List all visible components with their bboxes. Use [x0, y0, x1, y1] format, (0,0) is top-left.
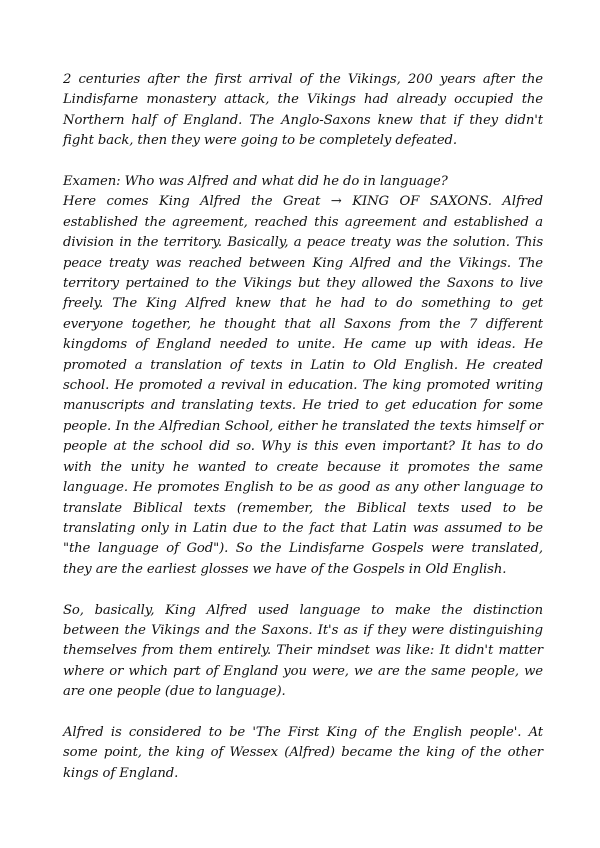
exam-question-heading — [63, 172, 543, 192]
paragraph-gap — [63, 152, 543, 172]
paragraph-gap — [63, 703, 543, 723]
paragraph-king-alfred: Here comes King Alfred the Great → KING OF SAXONS. Alfred established the agreement, reached this agreement and established a division in the territory. Basically, a peace treaty was the solution. This peace treaty was reached between King Alfred and the Vikings. The territory pertained to the Vikings but they allowed the Saxons to live freely. The King Alfred knew that he had to do something to get everyone together, he thought that all Saxons from the 7 different kingdoms of England needed to unite. He came up with ideas. He promoted a translation of texts in Latin to Old English. He created school. He promoted a revival in education. The king promoted writing manuscripts and translating texts. He tried to get education for some people. In the Alfredian School, either he translated the texts himself or people at the school did so. Why is this even important? It has to do with the unity he wanted to create because it promotes the same language. He promotes English to be as good as any other language to translate Biblical texts (remember, the Biblical texts used to be translating only in Latin due to the fact that Latin was assumed to be "the language of God"). So the Lindisfarne Gospels were translated, they are the earliest glosses we have of the Gospels in Old English. — [63, 194, 543, 577]
paragraph-vikings-arrival: 2 centuries after the first arrival of the Vikings, 200 years after the Lindisfarne monastery attack, the Vikings had already occupied the Northern half of England. The Anglo-Saxons knew that if they didn't fight back, then they were going to be completely defeated. — [63, 72, 543, 149]
document-page — [63, 70, 543, 784]
exam-question-text: Examen: Who was Alfred and what did he do in language? — [63, 174, 448, 190]
paragraph-first-king: Alfred is considered to be 'The First King of the English people'. At some point, the king of Wessex (Alfred) became the king of the other kings of England. — [63, 724, 543, 781]
paragraph-language-distinction: So, basically, King Alfred used language to make the distinction between the Vikings and the Saxons. It's as if they were distinguishing themselves from them entirely. Their mindset was like: It didn't matter where or which part of England you were, we are the same people, we are one people (due to language). — [63, 602, 543, 700]
paragraph-gap — [63, 580, 543, 600]
